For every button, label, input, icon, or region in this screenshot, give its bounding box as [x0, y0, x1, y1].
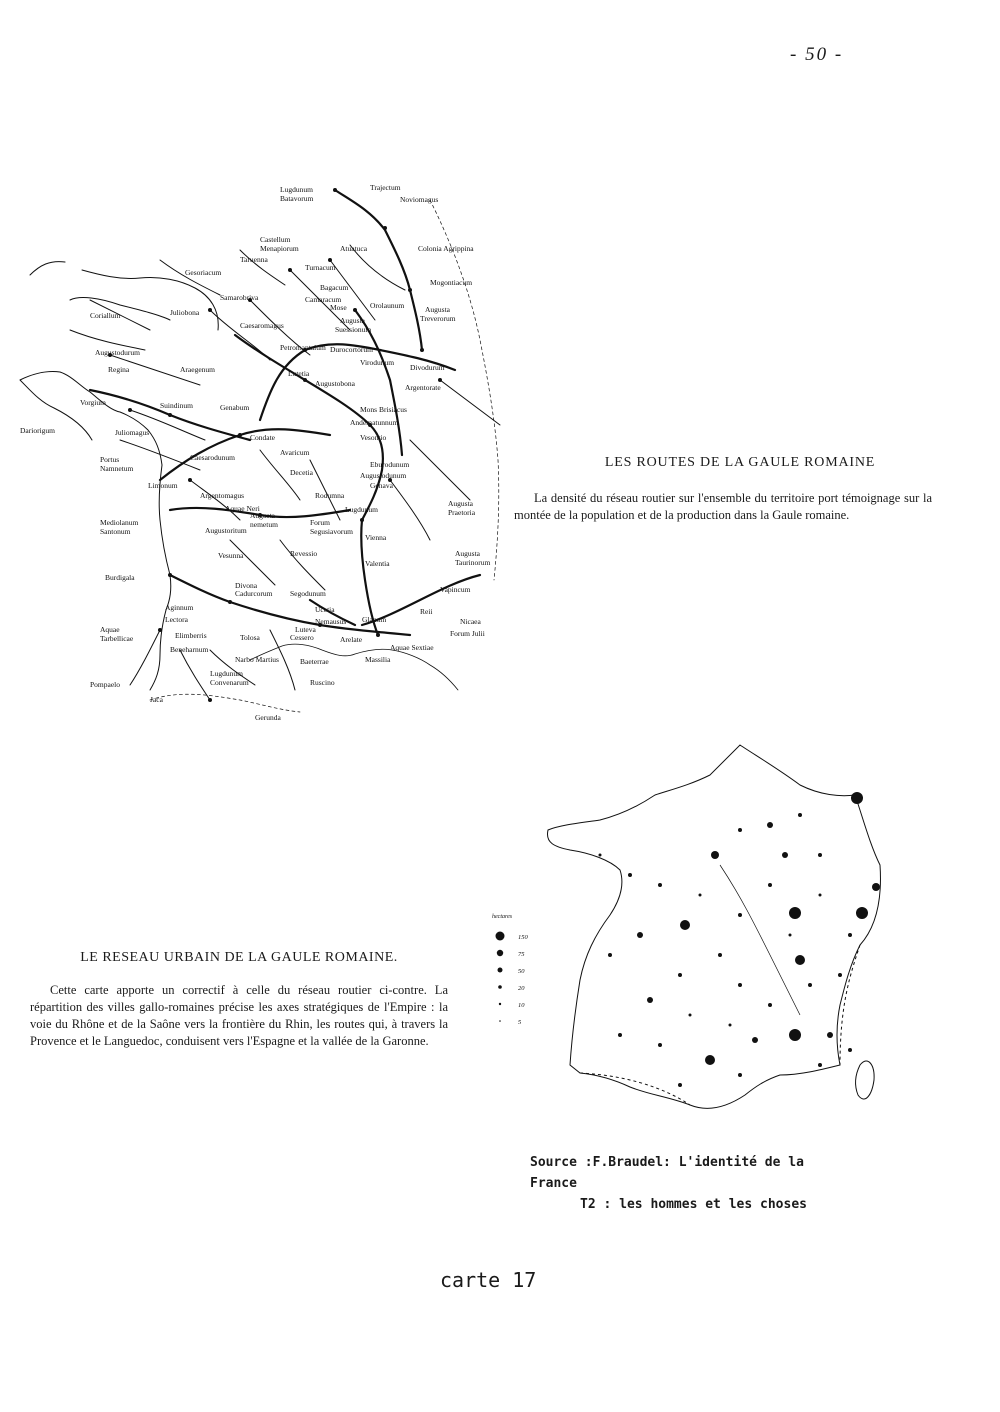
routes-map-description: La densité du réseau routier sur l'ensemble du territoire port témoignage sur la montée de la population et de la production dans la Gaule romaine. — [514, 491, 932, 522]
svg-text:Menapiorum: Menapiorum — [260, 244, 299, 253]
svg-text:Revessio: Revessio — [290, 549, 318, 558]
svg-text:Praetoria: Praetoria — [448, 508, 476, 517]
svg-text:Lugdunum: Lugdunum — [345, 505, 378, 514]
svg-text:Glanum: Glanum — [362, 615, 387, 624]
legend-label-75: 75 — [518, 951, 525, 958]
svg-text:Suessionum: Suessionum — [335, 325, 372, 334]
svg-text:Vienna: Vienna — [365, 533, 387, 542]
svg-text:Gesoriacum: Gesoriacum — [185, 268, 222, 277]
svg-text:Ucetia: Ucetia — [315, 605, 335, 614]
svg-text:Santonum: Santonum — [100, 527, 131, 536]
svg-text:Nemausus: Nemausus — [315, 617, 347, 626]
svg-text:Mediolanum: Mediolanum — [100, 518, 139, 527]
svg-text:Argentorate: Argentorate — [405, 383, 441, 392]
svg-text:Limonum: Limonum — [148, 481, 178, 490]
svg-text:Segusiavorum: Segusiavorum — [310, 527, 353, 536]
svg-text:Argentomagus: Argentomagus — [200, 491, 245, 500]
svg-text:Augustobona: Augustobona — [315, 379, 355, 388]
legend-label-20: 20 — [518, 985, 525, 992]
svg-text:Juliobona: Juliobona — [170, 308, 200, 317]
svg-text:Luteva: Luteva — [295, 625, 316, 634]
svg-text:Jaca: Jaca — [150, 695, 163, 704]
svg-text:Aquae Neri: Aquae Neri — [225, 504, 260, 513]
svg-text:Tarbellicae: Tarbellicae — [100, 634, 134, 643]
svg-text:Vesunna: Vesunna — [218, 551, 244, 560]
legend-label-10: 10 — [518, 1002, 525, 1009]
roman-roads-map — [10, 180, 510, 730]
svg-text:Lectora: Lectora — [165, 615, 188, 624]
svg-text:Pompaelo: Pompaelo — [90, 680, 120, 689]
svg-text:Castellum: Castellum — [260, 235, 291, 244]
svg-text:Cessero: Cessero — [290, 633, 314, 642]
svg-text:Augustodurum: Augustodurum — [95, 348, 140, 357]
svg-text:Narbo Martius: Narbo Martius — [235, 655, 279, 664]
source-line-1: Source :F.Braudel: L'identité de la France — [530, 1155, 804, 1191]
svg-text:Forum Julii: Forum Julii — [450, 629, 485, 638]
svg-text:nemetum: nemetum — [250, 520, 278, 529]
svg-text:Aquae Sextiae: Aquae Sextiae — [390, 643, 434, 652]
svg-text:Forum: Forum — [310, 518, 331, 527]
svg-text:Augustodunum: Augustodunum — [360, 471, 407, 480]
svg-text:Cadurcorum: Cadurcorum — [235, 589, 273, 598]
svg-text:Andematunnum: Andematunnum — [350, 418, 399, 427]
urban-network-map — [540, 735, 900, 1135]
svg-text:Noviomagus: Noviomagus — [400, 195, 439, 204]
svg-text:Portus: Portus — [100, 455, 120, 464]
svg-text:Reii: Reii — [420, 607, 433, 616]
svg-text:Caesaromagus: Caesaromagus — [240, 321, 284, 330]
svg-text:Elimberris: Elimberris — [175, 631, 207, 640]
svg-text:Beneharnum: Beneharnum — [170, 645, 209, 654]
svg-text:Avaricum: Avaricum — [280, 448, 310, 457]
svg-text:Petromantalum: Petromantalum — [280, 343, 326, 352]
svg-text:Aginnum: Aginnum — [165, 603, 194, 612]
svg-text:Eburodunum: Eburodunum — [370, 460, 410, 469]
svg-text:Vorgium: Vorgium — [80, 398, 106, 407]
svg-text:Bagacum: Bagacum — [320, 283, 349, 292]
svg-text:Atuatuca: Atuatuca — [340, 244, 368, 253]
legend-label-5: 5 — [518, 1019, 522, 1026]
svg-text:Augusta: Augusta — [455, 549, 480, 558]
svg-text:Taurinorum: Taurinorum — [455, 558, 491, 567]
svg-text:Colonia Agrippina: Colonia Agrippina — [418, 244, 474, 253]
svg-text:Taruenna: Taruenna — [240, 255, 268, 264]
svg-text:Regina: Regina — [108, 365, 130, 374]
svg-text:Augusta: Augusta — [250, 511, 275, 520]
svg-text:Namnetum: Namnetum — [100, 464, 134, 473]
svg-text:Rodumna: Rodumna — [315, 491, 345, 500]
urban-map-description: Cette carte apporte un correctif à celle du réseau routier ci-contre. La répartition des villes gallo-romaines précise les axes stratégiques de l'Empire : la voie du Rhône et de la Saône vers la frontière du Rhin, les routes qui, à travers la Provence et le Languedoc, conduisent vers l'Espagne et la vallée de la Garonne. — [30, 983, 448, 1048]
svg-text:Dariorigum: Dariorigum — [20, 426, 55, 435]
svg-text:Baeterrae: Baeterrae — [300, 657, 329, 666]
svg-text:Genabum: Genabum — [220, 403, 250, 412]
svg-text:Caesarodunum: Caesarodunum — [190, 453, 235, 462]
svg-text:Condate: Condate — [250, 433, 275, 442]
svg-text:Samarobriva: Samarobriva — [220, 293, 259, 302]
svg-text:Mose: Mose — [330, 303, 347, 312]
svg-text:Tolosa: Tolosa — [240, 633, 260, 642]
svg-text:Valentia: Valentia — [365, 559, 390, 568]
svg-text:Mons Brisiacus: Mons Brisiacus — [360, 405, 407, 414]
svg-text:Massilia: Massilia — [365, 655, 391, 664]
svg-text:Suindinum: Suindinum — [160, 401, 193, 410]
svg-text:Trajectum: Trajectum — [370, 183, 401, 192]
svg-text:Orolaunum: Orolaunum — [370, 301, 405, 310]
svg-text:Decetia: Decetia — [290, 468, 313, 477]
svg-text:Treverorum: Treverorum — [420, 314, 456, 323]
svg-text:Divodurum: Divodurum — [410, 363, 445, 372]
svg-text:Camaracum: Camaracum — [305, 295, 342, 304]
source-citation — [530, 1152, 850, 1215]
svg-text:Lutetia: Lutetia — [288, 369, 310, 378]
svg-text:Durocortorum: Durocortorum — [330, 345, 373, 354]
svg-text:Gerunda: Gerunda — [255, 713, 281, 722]
svg-text:Augustoritum: Augustoritum — [205, 526, 247, 535]
svg-text:Juliomagus: Juliomagus — [115, 428, 150, 437]
svg-text:Burdigala: Burdigala — [105, 573, 135, 582]
urban-map-title: LE RESEAU URBAIN DE LA GAULE ROMAINE. — [80, 950, 398, 965]
svg-text:Batavorum: Batavorum — [280, 194, 314, 203]
svg-text:Augusta: Augusta — [340, 316, 365, 325]
svg-text:Aquae: Aquae — [100, 625, 120, 634]
routes-map-title: LES ROUTES DE LA GAULE ROMAINE — [604, 455, 876, 470]
svg-text:Vapincum: Vapincum — [440, 585, 471, 594]
urban-legend — [488, 910, 548, 1040]
svg-text:Augusta: Augusta — [425, 305, 450, 314]
svg-text:Mogontiacum: Mogontiacum — [430, 278, 473, 287]
svg-text:Virodunum: Virodunum — [360, 358, 395, 367]
svg-text:Ruscino: Ruscino — [310, 678, 335, 687]
legend-title-visible: hectares — [492, 914, 513, 920]
svg-text:Divona: Divona — [235, 581, 258, 590]
legend-label-50: 50 — [518, 968, 525, 975]
svg-text:Genava: Genava — [370, 481, 393, 490]
svg-text:Augusta: Augusta — [448, 499, 473, 508]
source-line-2: T2 : les hommes et les choses — [580, 1197, 807, 1212]
svg-text:Lugdunum: Lugdunum — [280, 185, 313, 194]
page-number: - 50 - — [790, 44, 844, 65]
svg-text:Coriallum: Coriallum — [90, 311, 121, 320]
svg-text:Segodunum: Segodunum — [290, 589, 326, 598]
svg-text:Arelate: Arelate — [340, 635, 363, 644]
figure-caption: carte 17 — [440, 1268, 537, 1292]
svg-text:Convenarum: Convenarum — [210, 678, 249, 687]
svg-text:Lugdunum: Lugdunum — [210, 669, 243, 678]
legend-label-150: 150 — [518, 934, 528, 941]
svg-text:Turnacum: Turnacum — [305, 263, 336, 272]
svg-text:Araegenum: Araegenum — [180, 365, 215, 374]
svg-text:Nicaea: Nicaea — [460, 617, 481, 626]
svg-text:Vesontio: Vesontio — [360, 433, 387, 442]
